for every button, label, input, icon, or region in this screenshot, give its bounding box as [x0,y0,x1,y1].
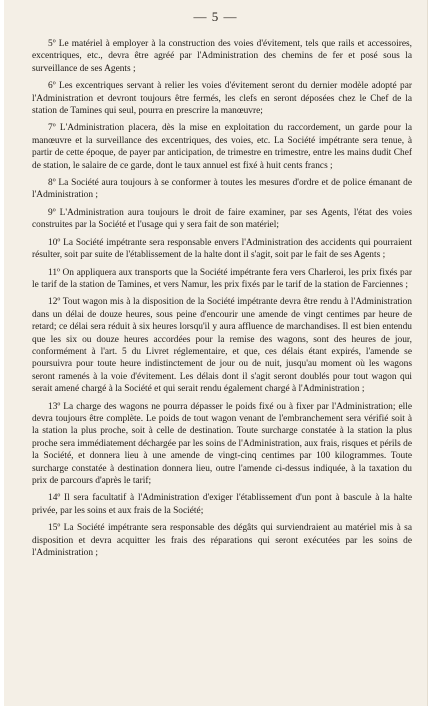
document-body [32,38,412,564]
paragraph-14: 14º Il sera facultatif à l'Administration d'exiger l'établissement d'un pont à bascule à la halte privée, par les soins et aux frais de la Société; [32,493,412,516]
paragraph-5: 5º Le matériel à employer à la construction des voies d'évitement, tels que rails et accessoires, excentriques, etc., devra être agréé par l'Administration des chemins de fer et posé sous la surveillance de ses Agents ; [32,39,412,74]
page-number: — 5 — [193,9,238,24]
paragraph-13: 13º La charge des wagons ne pourra dépasser le poids fixé ou à fixer par l'Administration; elle devra toujours être complète. Le poids de tout wagon venant de l'embranchement sera vérifié soit à la station la plus proche, soit à celle de destination. Toute surcharge constatée à la station la plus proche sera immédiatement déchargée par les soins de l'Administration, aux frais, risques et périls de la Société, et donnera lieu à une amende de vingt-cinq centimes par 100 kilogrammes. Toute surcharge constatée à destination donnera lieu, outre l'amende ci-dessus indiquée, à la taxation du prix de parcours d'après le tarif; [32,401,412,486]
paragraph-11: 11º On appliquera aux transports que la Société impétrante fera vers Charleroi, les prix fixés par le tarif de la station de Tamines, et vers Namur, les prix fixés par le tarif de la station de Farciennes ; [32,267,412,290]
paragraph-8: 8º La Société aura toujours à se conformer à toutes les mesures d'ordre et de police émanant de l'Administration ; [32,178,412,201]
paragraph-15: 15º La Société impétrante sera responsable des dégâts qui surviendraient au matériel mis à sa disposition et devra acquitter les frais des réparations qui seront exécutées par les soins de l'Administration ; [32,523,412,559]
document-page [4,0,428,706]
paragraph-12: 12º Tout wagon mis à la disposition de la Société impétrante devra être rendu à l'Administration dans un délai de douze heures, sous peine d'encourir une amende de vingt centimes par heure de retard; ce délai sera réduit à six heures lorsqu'il y aura affluence de marchandises. Il est bien entendu que les six ou douze heures accordées pour la remise des wagons, sont des heures de jour, conformément à l'art. 5 du Livret réglementaire, et que, ces délais étant expirés, l'amende se poursuivra pour toute heure indistinctement de jour ou de nuit, jusqu'au moment où les wagons seront ramenés à la voie d'évitement. Les délais dont il s'agit seront doublés pour tout wagon qui serait amené chargé à la Société et qui serait rendu également chargé à l'Administration ; [32,297,412,395]
paragraph-7: 7º L'Administration placera, dès la mise en exploitation du raccordement, un garde pour la manœuvre et la surveillance des excentriques, des voies, etc. La Société impétrante sera tenue, à partir de cette époque, de payer par anticipation, de trimestre en trimestre, entre les mains dudit Chef de station, le salaire de ce garde, dont le taux annuel est fixé à huit cents francs ; [32,123,412,171]
paragraph-9: 9º L'Administration aura toujours le droit de faire examiner, par ses Agents, l'état des voies construites par la Société et l'usage qui y sera fait de son matériel; [32,207,412,231]
paragraph-6: 6º Les excentriques servant à relier les voies d'évitement seront du dernier modèle adopté par l'Administration et devront toujours être fermés, les clefs en seront déposées chez le Chef de la station de Tamines qui seul, pourra en prescrire la manœuvre; [32,81,412,117]
paragraph-10: 10º La Société impétrante sera responsable envers l'Administration des accidents qui pourraient résulter, soit par suite de l'établissement de la halte dont il s'agit, soit par le fait de ses Agents ; [32,237,412,261]
